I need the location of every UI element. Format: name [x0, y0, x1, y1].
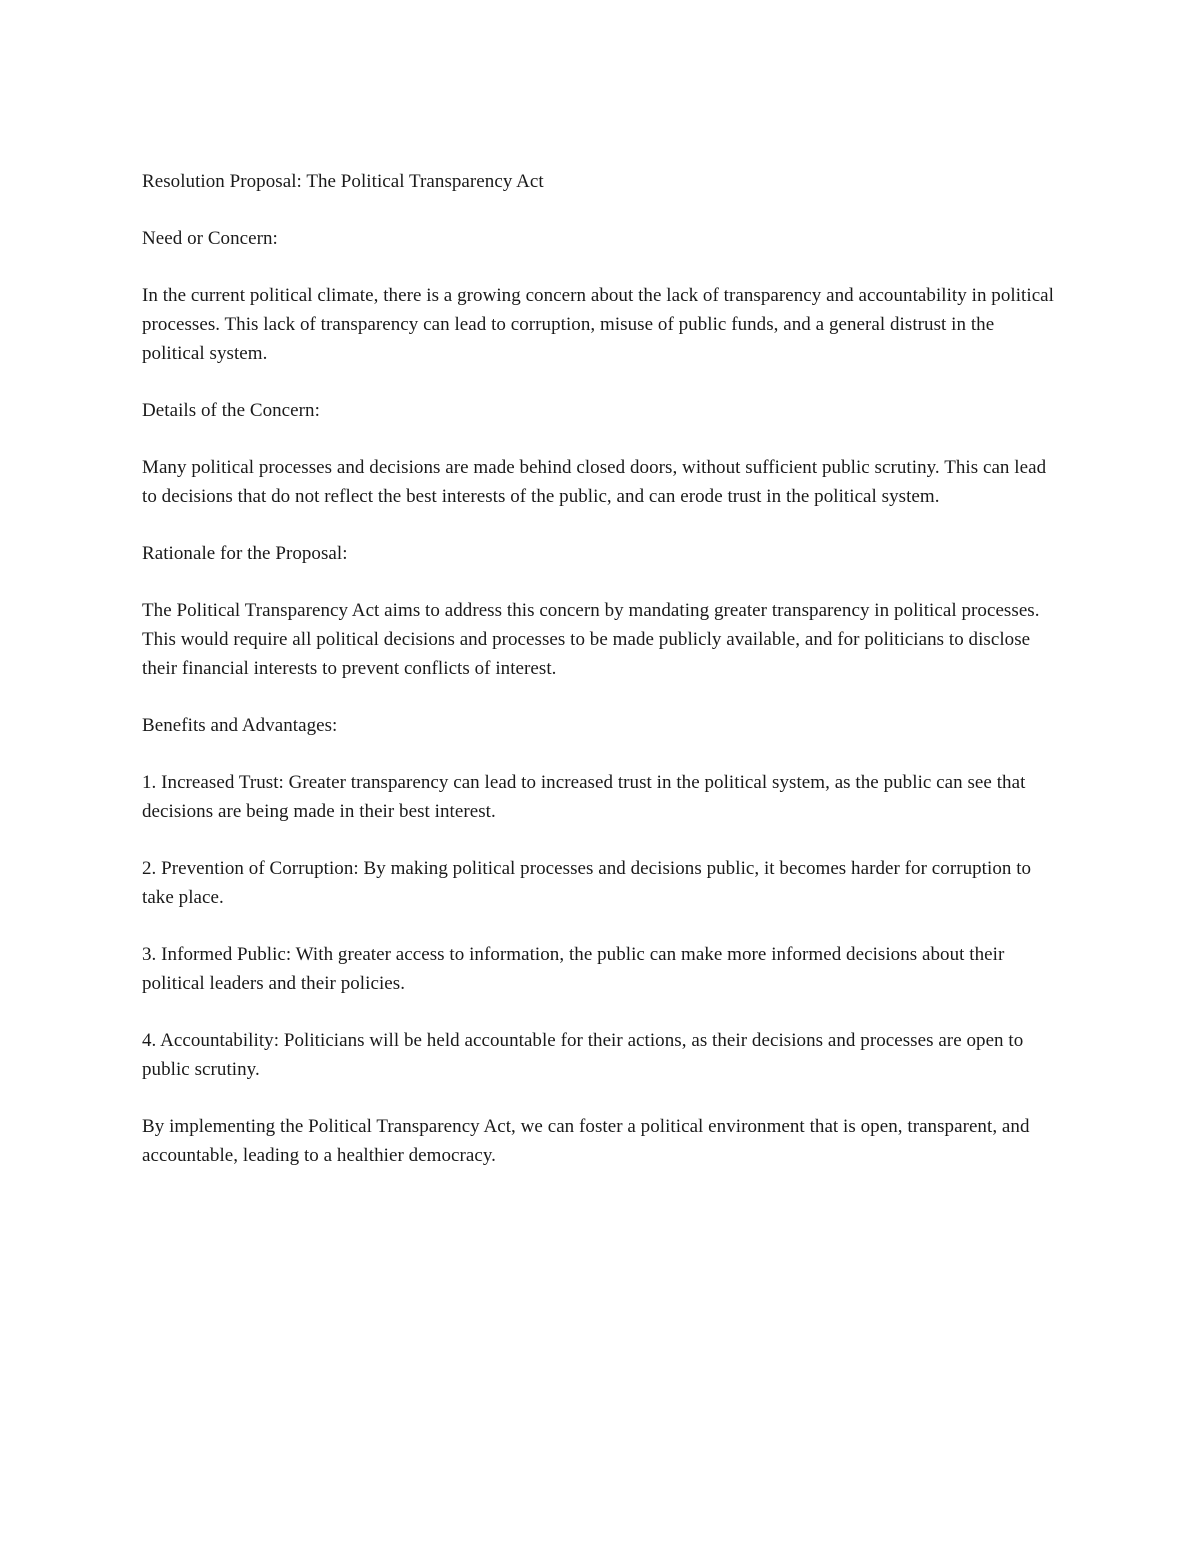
conclusion-paragraph: By implementing the Political Transparency Act, we can foster a political environment that is open, transparent, and accountable, leading to a healthier democracy. [142, 1116, 1030, 1166]
rationale-paragraph: The Political Transparency Act aims to address this concern by mandating greater transparency in political processes. This would require all political decisions and processes to be made publicly available, and for politicians to disclose their financial interests to prevent conflicts of interest. [142, 600, 1040, 679]
benefit-item: 4. Accountability: Politicians will be held accountable for their actions, as their decisions and processes are open to public scrutiny. [142, 1030, 1024, 1080]
rationale-heading: Rationale for the Proposal: [142, 543, 348, 564]
benefits-heading: Benefits and Advantages: [142, 715, 338, 736]
benefit-item: 1. Increased Trust: Greater transparency can lead to increased trust in the political system, as the public can see that decisions are being made in their best interest. [142, 772, 1026, 822]
benefit-item: 3. Informed Public: With greater access to information, the public can make more informed decisions about their political leaders and their policies. [142, 944, 1005, 994]
need-heading: Need or Concern: [142, 228, 278, 249]
need-paragraph: In the current political climate, there is a growing concern about the lack of transparency and accountability in political processes. This lack of transparency can lead to corruption, misuse of public funds, and a general distrust in the political system. [142, 285, 1054, 364]
details-paragraph: Many political processes and decisions are made behind closed doors, without sufficient public scrutiny. This can lead to decisions that do not reflect the best interests of the public, and can erode trust in the political system. [142, 457, 1047, 507]
benefit-item: 2. Prevention of Corruption: By making political processes and decisions public, it becomes harder for corruption to take place. [142, 858, 1032, 908]
details-heading: Details of the Concern: [142, 400, 320, 421]
document-title: Resolution Proposal: The Political Transparency Act [142, 171, 544, 192]
document-body [142, 167, 1058, 1198]
